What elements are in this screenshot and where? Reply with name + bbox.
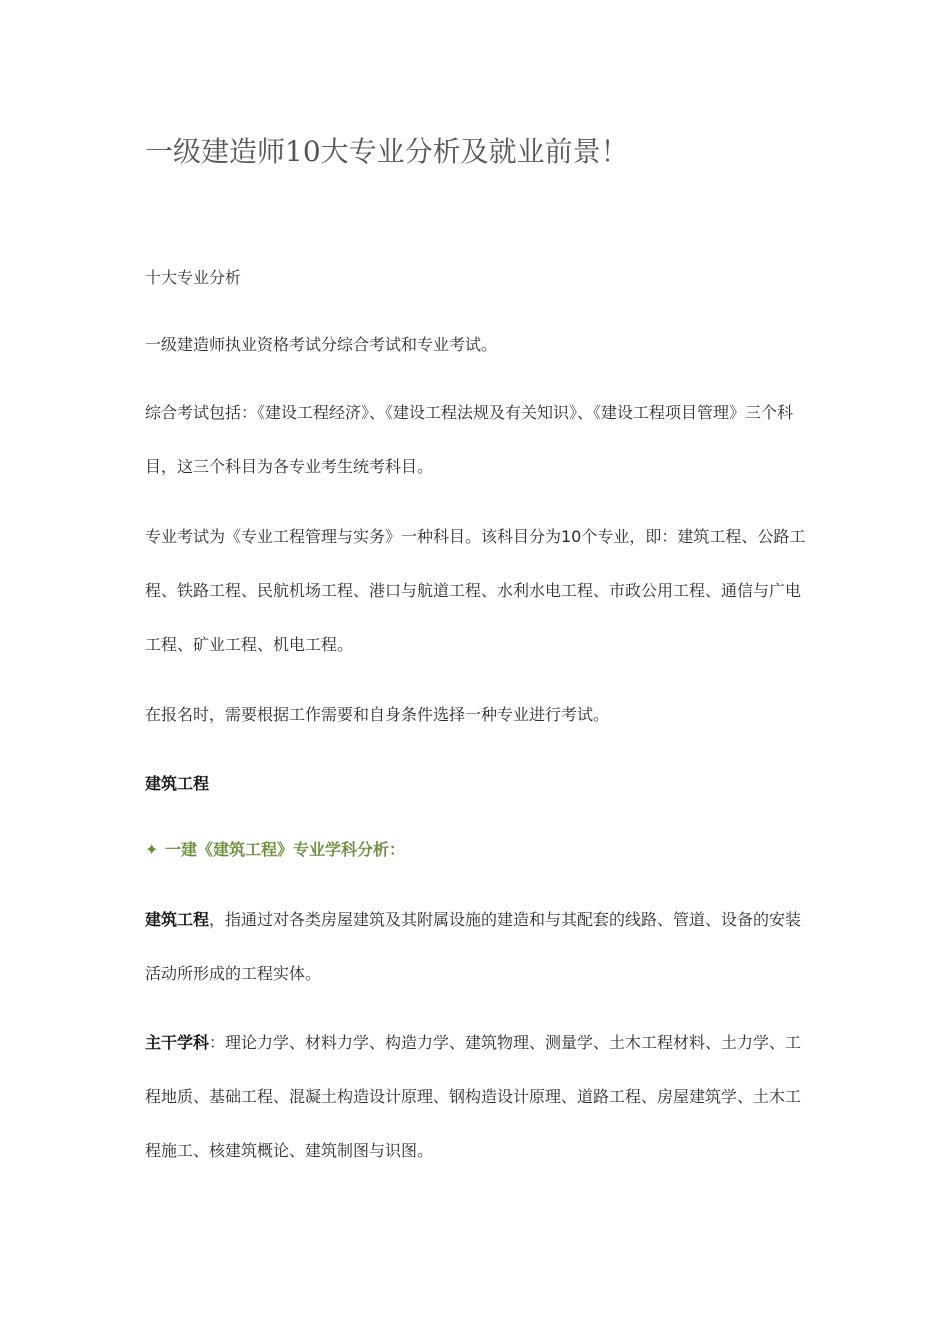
paragraph-general-exam: 综合考试包括：《建设工程经济》、《建设工程法规及有关知识》、《建设工程项目管理》三个科目，这三个科目为各专业考生统考科目。 [145, 403, 794, 476]
document-title: 一级建造师10大专业分析及就业前景！ [145, 135, 629, 168]
paragraph-choose-specialty: 在报名时，需要根据工作需要和自身条件选择一种专业进行考试。 [145, 705, 610, 724]
building-analysis-heading [145, 836, 405, 864]
paragraph-intro: 一级建造师执业资格考试分综合考试和专业考试。 [145, 335, 498, 354]
paragraph-main-subjects [145, 1016, 815, 1178]
definition-text: ，指通过对各类房屋建筑及其附属设施的建造和与其配套的线路、管道、设备的安装活动所形成的工程实体。 [145, 910, 802, 983]
building-engineering-heading: 建筑工程 [145, 774, 210, 793]
paragraph-building-definition [145, 893, 815, 1001]
subjects-text: ：理论力学、材料力学、构造力学、建筑物理、测量学、土木工程材料、土力学、工程地质、基础工程、混凝土构造设计原理、钢构造设计原理、道路工程、房屋建筑学、土木工程施工、核建筑概论、建筑制图与识图。 [145, 1033, 802, 1160]
definition-term: 建筑工程 [145, 910, 210, 929]
sparkle-icon: ✦ [145, 840, 159, 859]
subjects-term: 主干学科 [145, 1033, 210, 1052]
paragraph-specialty-exam: 专业考试为《专业工程管理与实务》一种科目。该科目分为10个专业，即：建筑工程、公路工程、铁路工程、民航机场工程、港口与航道工程、水利水电工程、市政公用工程、通信与广电工程、矿业工程、机电工程。 [145, 527, 806, 654]
building-analysis-heading-text: 一建《建筑工程》专业学科分析： [165, 840, 406, 859]
section-heading: 十大专业分析 [145, 268, 242, 287]
